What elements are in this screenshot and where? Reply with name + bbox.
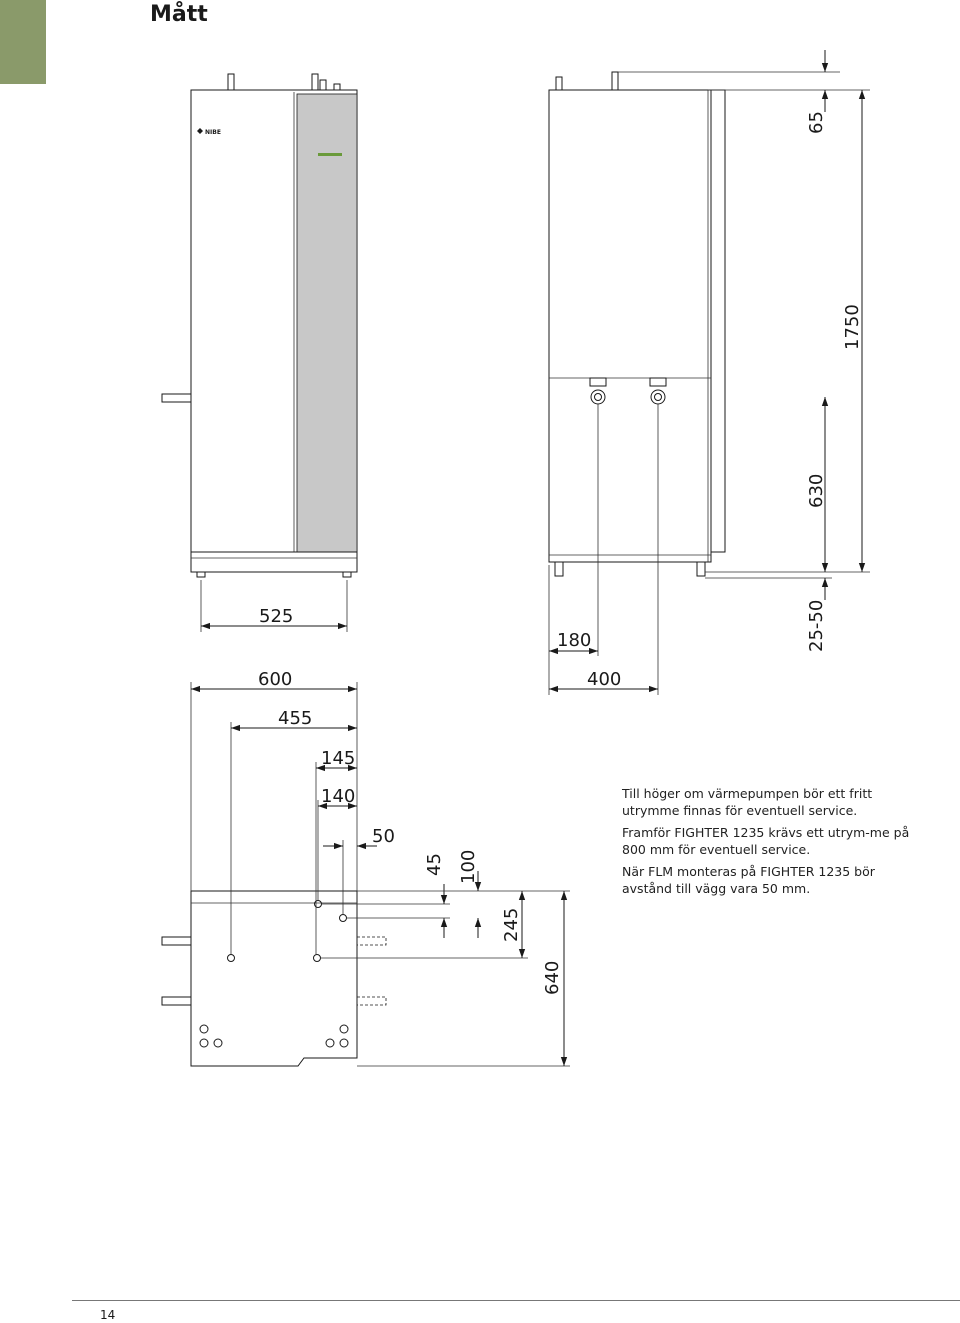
- dim-145: 145: [321, 748, 356, 769]
- note-flm-distance: När FLM monteras på FIGHTER 1235 bör avstånd till vägg vara 50 mm.: [622, 864, 875, 896]
- page-number: 14: [100, 1308, 116, 1322]
- status-led: [318, 153, 342, 156]
- front-side-panel: [297, 94, 357, 552]
- side-cabinet: [549, 90, 711, 562]
- side-view: [549, 72, 725, 576]
- dim-50: 50: [372, 826, 395, 847]
- dim-245: 245: [501, 907, 522, 942]
- dim-640: 640: [542, 960, 563, 995]
- dim-455: 455: [278, 708, 313, 729]
- dim-400: 400: [587, 669, 622, 690]
- dim-600: 600: [258, 669, 293, 690]
- dim-525: 525: [259, 606, 294, 627]
- dim-45: 45: [424, 853, 445, 876]
- note-right-space: Till höger om värmepumpen bör ett fritt utrymme finnas för eventuell service.: [622, 786, 873, 818]
- dim-65: 65: [806, 111, 827, 134]
- service-notes: [622, 786, 912, 903]
- dim-180: 180: [557, 630, 592, 651]
- dim-140: 140: [321, 786, 356, 807]
- note-front-space: Framför FIGHTER 1235 krävs ett utrym-me på 800 mm för eventuell service.: [622, 825, 910, 857]
- front-view: [162, 74, 357, 577]
- dim-100: 100: [458, 849, 479, 884]
- dim-1750: 1750: [842, 304, 863, 350]
- footer-divider: [72, 1300, 960, 1301]
- page-title: Mått: [150, 2, 208, 27]
- plan-view: [162, 891, 386, 1066]
- nibe-logo-text: NIBE: [205, 129, 221, 136]
- dim-25-50: 25-50: [806, 599, 827, 652]
- dim-630: 630: [806, 473, 827, 508]
